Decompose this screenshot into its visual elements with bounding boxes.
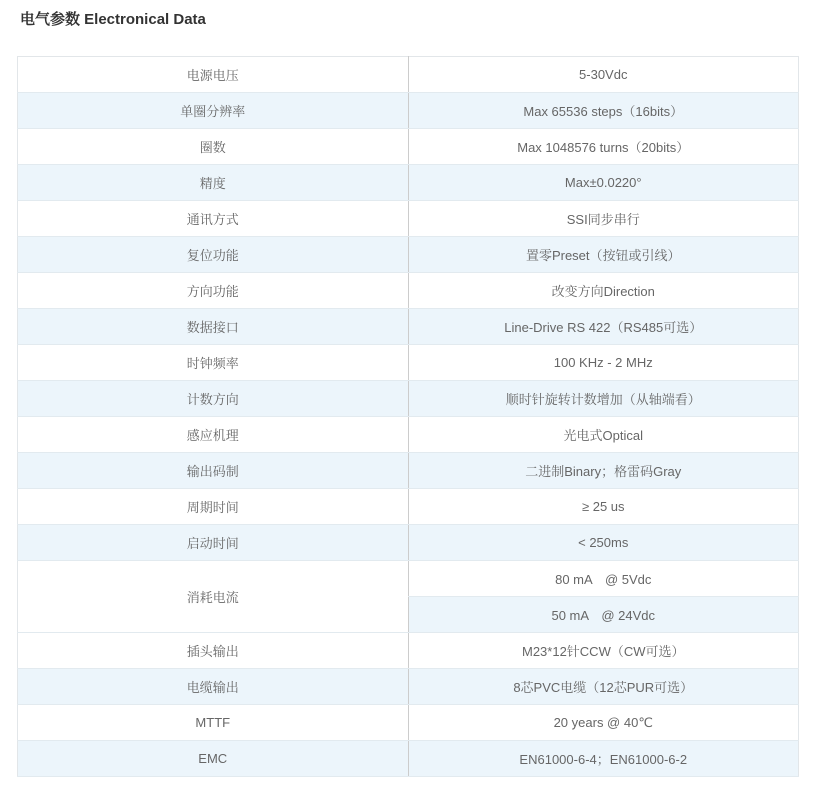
param-cell: 插头输出 <box>18 633 409 669</box>
table-row <box>18 669 799 705</box>
table-row <box>18 705 799 741</box>
table-row <box>18 165 799 201</box>
table-row <box>18 489 799 525</box>
table-row <box>18 525 799 561</box>
value-cell: ≥ 25 us <box>408 489 799 525</box>
param-cell: 电源电压 <box>18 57 409 93</box>
param-cell: 数据接口 <box>18 309 409 345</box>
param-cell: 电缆输出 <box>18 669 409 705</box>
param-cell: MTTF <box>18 705 409 741</box>
param-cell: EMC <box>18 741 409 777</box>
table-row <box>18 273 799 309</box>
table-row <box>18 381 799 417</box>
table-row <box>18 417 799 453</box>
param-cell: 方向功能 <box>18 273 409 309</box>
param-cell: 通讯方式 <box>18 201 409 237</box>
table-row <box>18 57 799 93</box>
value-cell: 光电式Optical <box>408 417 799 453</box>
table-row <box>18 237 799 273</box>
param-cell: 输出码制 <box>18 453 409 489</box>
section-title: 电气参数 Electronical Data <box>20 11 206 28</box>
value-cell: EN61000-6-4；EN61000-6-2 <box>408 741 799 777</box>
value-cell: 5-30Vdc <box>408 57 799 93</box>
value-cell: 20 years @ 40℃ <box>408 705 799 741</box>
value-cell: M23*12针CCW（CW可选） <box>408 633 799 669</box>
value-cell: < 250ms <box>408 525 799 561</box>
param-cell: 圈数 <box>18 129 409 165</box>
value-cell: SSI同步串行 <box>408 201 799 237</box>
value-cell: 8芯PVC电缆（12芯PUR可选） <box>408 669 799 705</box>
value-cell: 50 mA @ 24Vdc <box>408 597 799 633</box>
value-cell: 改变方向Direction <box>408 273 799 309</box>
table-row <box>18 741 799 777</box>
param-cell: 单圈分辨率 <box>18 93 409 129</box>
electrical-data-table <box>17 56 799 777</box>
table-row <box>18 93 799 129</box>
table-row <box>18 345 799 381</box>
table-row <box>18 561 799 597</box>
value-cell: 二进制Binary；格雷码Gray <box>408 453 799 489</box>
value-cell: 100 KHz - 2 MHz <box>408 345 799 381</box>
table-row <box>18 633 799 669</box>
value-cell: Max 65536 steps（16bits） <box>408 93 799 129</box>
param-cell: 复位功能 <box>18 237 409 273</box>
value-cell: Max 1048576 turns（20bits） <box>408 129 799 165</box>
param-cell: 精度 <box>18 165 409 201</box>
table-row <box>18 201 799 237</box>
table-row <box>18 453 799 489</box>
value-cell: 顺时针旋转计数增加（从轴端看） <box>408 381 799 417</box>
param-cell: 周期时间 <box>18 489 409 525</box>
param-cell: 感应机理 <box>18 417 409 453</box>
value-cell: Line-Drive RS 422（RS485可选） <box>408 309 799 345</box>
param-cell: 时钟频率 <box>18 345 409 381</box>
value-cell: 置零Preset（按钮或引线） <box>408 237 799 273</box>
value-cell: 80 mA @ 5Vdc <box>408 561 799 597</box>
param-cell: 计数方向 <box>18 381 409 417</box>
param-cell: 启动时间 <box>18 525 409 561</box>
param-cell-current-consumption: 消耗电流 <box>18 561 409 633</box>
value-cell: Max±0.0220° <box>408 165 799 201</box>
table-row <box>18 309 799 345</box>
table-row <box>18 129 799 165</box>
